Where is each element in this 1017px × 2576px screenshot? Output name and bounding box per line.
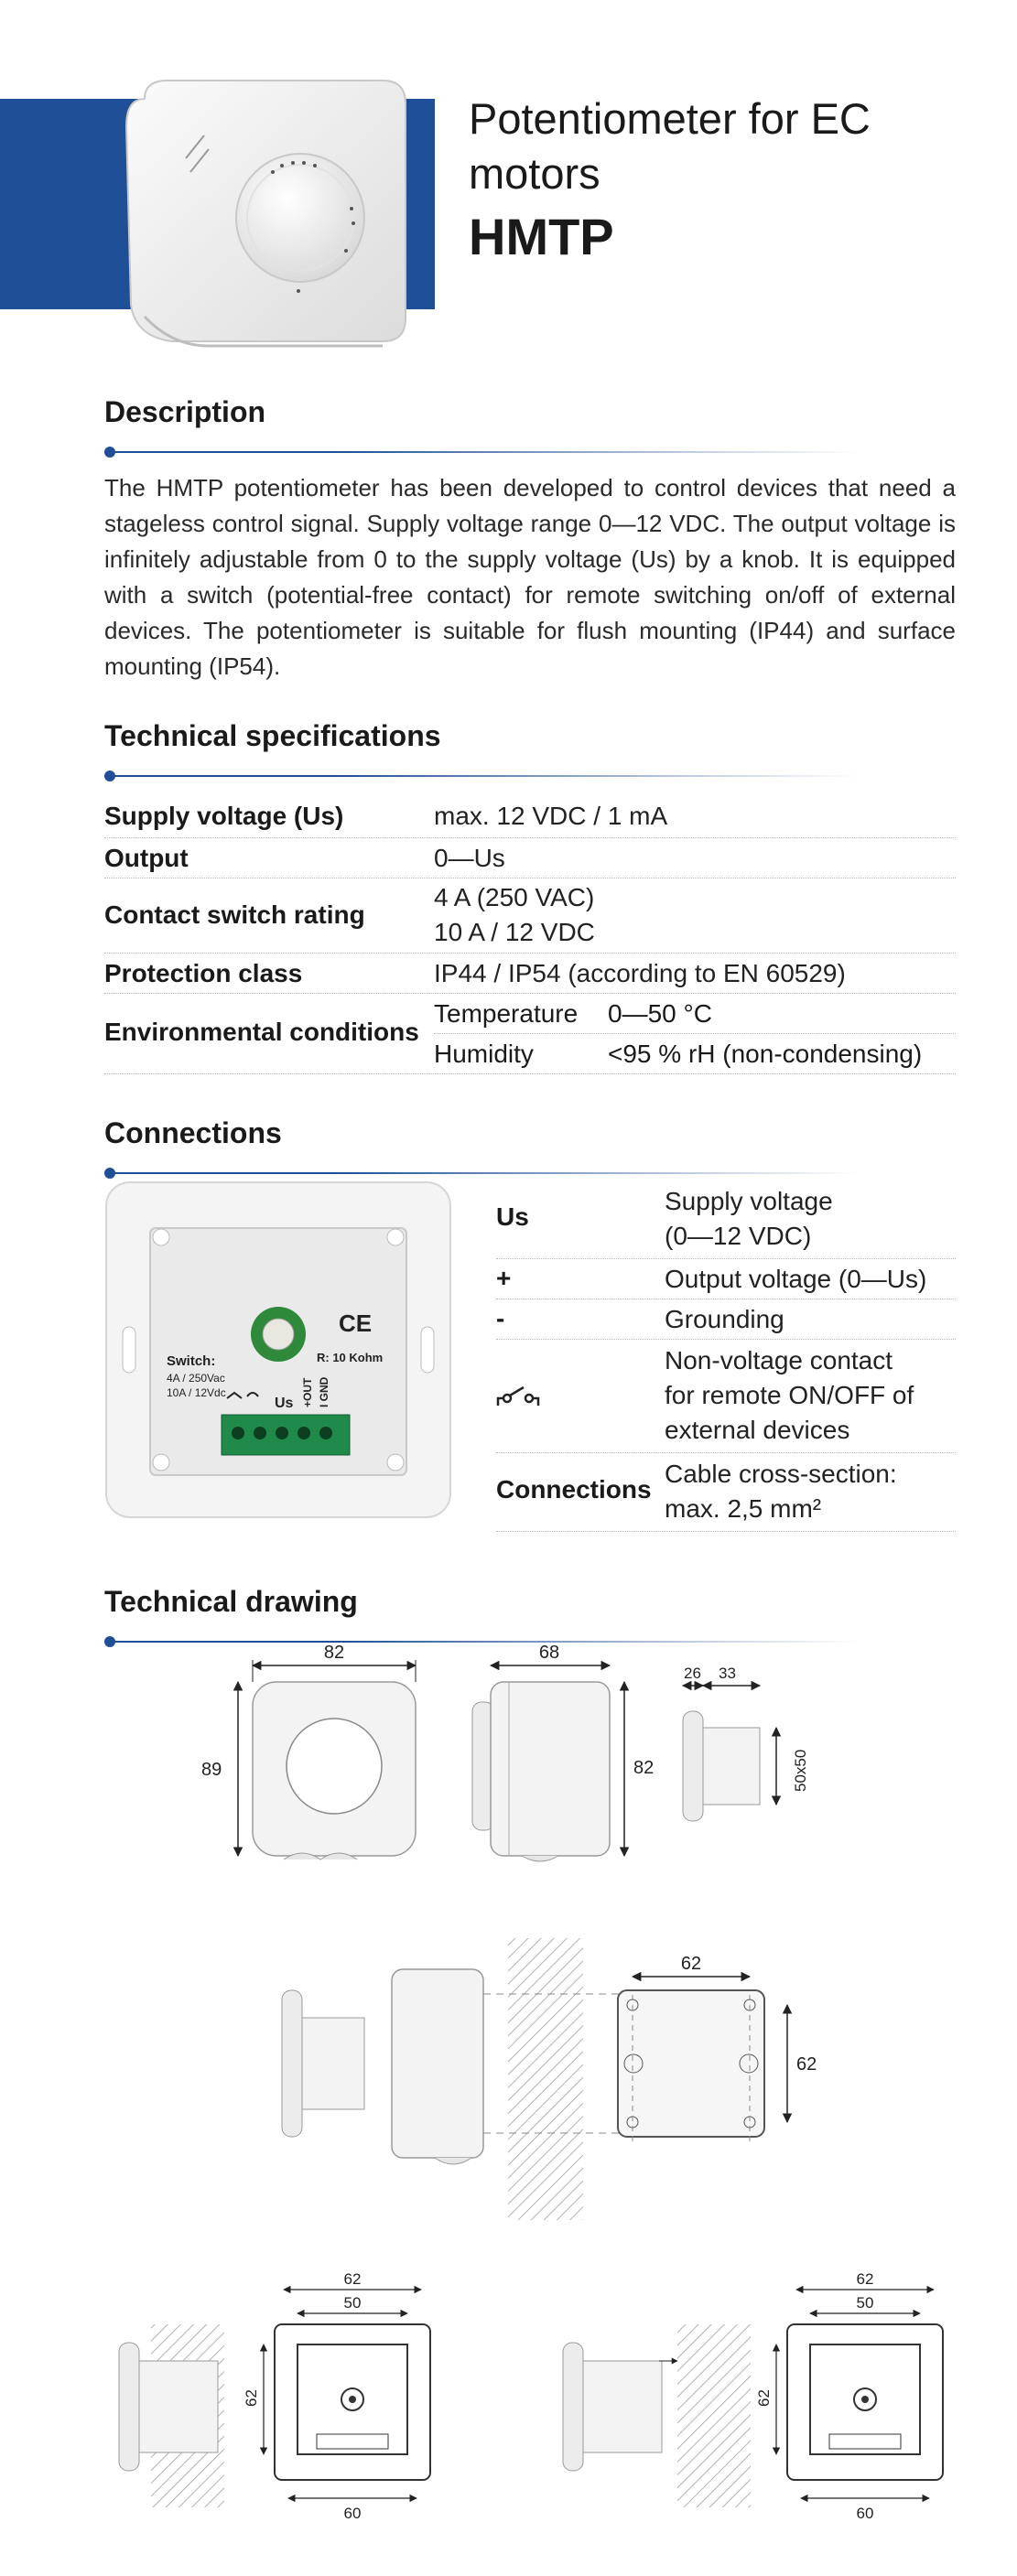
conn-row-us <box>496 1180 956 1259</box>
spec-row-supply <box>104 796 956 838</box>
dim-82: 82 <box>323 1643 345 1663</box>
spec-label: Contact switch rating <box>104 900 365 929</box>
spec-row-output <box>104 838 956 878</box>
conn-row-cable <box>496 1453 956 1532</box>
dim-l50: 50 <box>343 2294 362 2312</box>
front-view <box>201 1643 416 1859</box>
photo-resistance: R: 10 Kohm <box>317 1351 384 1364</box>
spec-row-contact <box>104 878 956 954</box>
connection-photo <box>104 1180 452 1519</box>
spec-label: Supply voltage (Us) <box>104 802 344 830</box>
cable-value-1: Cable cross-section: <box>665 1460 897 1488</box>
dim-r50: 50 <box>856 2294 874 2312</box>
env-temperature <box>434 994 956 1034</box>
switch-value-1: Non-voltage contact <box>665 1346 893 1374</box>
dim-89: 89 <box>201 1760 222 1780</box>
spec-value: IP44 / IP54 (according to EN 60529) <box>434 959 846 987</box>
dim-l60: 60 <box>343 2505 362 2522</box>
description-heading: Description <box>104 395 266 428</box>
conn-label: - <box>496 1304 505 1332</box>
conn-value <box>665 1457 897 1526</box>
dim-l62: 62 <box>343 2270 362 2288</box>
dim-26: 26 <box>684 1665 701 1682</box>
photo-switch-label: Switch: <box>167 1353 216 1369</box>
model-name: HMTP <box>469 208 614 265</box>
conn-row-switch <box>496 1340 956 1453</box>
back-plate <box>618 1954 817 2141</box>
connections-rule <box>104 1168 864 1179</box>
dim-r62: 62 <box>856 2270 874 2288</box>
dim-50x50: 50x50 <box>792 1749 809 1792</box>
cable-value-2: max. 2,5 mm² <box>665 1494 822 1523</box>
ce-mark: CE <box>339 1310 373 1337</box>
conn-value <box>665 1343 914 1448</box>
spec-value: max. 12 VDC / 1 mA <box>434 802 668 830</box>
exploded-view <box>282 1938 622 2220</box>
temp-value: 0—50 °C <box>608 999 712 1028</box>
mounting-left <box>119 2270 430 2522</box>
description-text: The HMTP potentiometer has been developed to control devices that need a stageless control signal. Supply voltage range 0—12 VDC. The output voltage is infinitely adjustable from 0 to the supply voltage (Us) by a knob. It is equipped with a switch (potential-free contact) for remote switching on/off of external devices. The potentiometer is suitable for flush mounting (IP44) and surface mounting (IP54). <box>104 474 956 680</box>
dim-l62v: 62 <box>243 2389 260 2407</box>
spec-row-protection <box>104 954 956 994</box>
title-line-2: motors <box>469 149 600 198</box>
switch-value-3: external devices <box>665 1416 850 1444</box>
humidity-label: Humidity <box>434 1040 534 1068</box>
conn-row-plus <box>496 1259 956 1299</box>
specs-heading: Technical specifications <box>104 719 441 752</box>
technical-drawing <box>73 1629 952 2562</box>
photo-rating-1: 4A / 250Vac <box>167 1372 225 1385</box>
spec-value <box>434 880 595 950</box>
conn-value <box>665 1184 833 1254</box>
specs-rule <box>104 771 864 781</box>
title-line-1: Potentiometer for EC <box>469 94 871 143</box>
contact-value-1: 4 A (250 VAC) <box>434 883 595 911</box>
switch-contact-icon <box>496 1384 547 1407</box>
switch-value-2: for remote ON/OFF of <box>665 1381 914 1409</box>
us-value-1: Supply voltage <box>665 1187 833 1215</box>
dim-62-side: 62 <box>796 2054 817 2075</box>
humidity-value: <95 % rH (non-condensing) <box>608 1040 923 1068</box>
spec-label: Protection class <box>104 959 303 987</box>
conn-label: Us <box>496 1202 529 1231</box>
description-rule <box>104 447 864 458</box>
knob-profile <box>683 1665 809 1821</box>
mounting-right <box>563 2270 943 2522</box>
side-view <box>472 1643 654 1861</box>
spec-value: 0—Us <box>434 844 505 872</box>
env-humidity <box>434 1034 956 1074</box>
dim-r60: 60 <box>856 2505 874 2522</box>
photo-rating-2: 10A / 12Vdc <box>167 1386 226 1399</box>
drawing-heading: Technical drawing <box>104 1585 358 1618</box>
dim-r62v: 62 <box>755 2389 773 2407</box>
temp-label: Temperature <box>434 999 579 1028</box>
photo-us: Us <box>275 1396 294 1411</box>
photo-gnd: I GND <box>318 1376 330 1407</box>
dim-33: 33 <box>719 1665 736 1682</box>
us-value-2: (0—12 VDC) <box>665 1222 812 1250</box>
conn-value: Output voltage (0—Us) <box>665 1265 927 1293</box>
dim-82-side: 82 <box>633 1758 655 1778</box>
conn-row-minus <box>496 1299 956 1340</box>
conn-value: Grounding <box>665 1305 784 1333</box>
product-image <box>117 71 419 355</box>
title-block <box>469 92 981 271</box>
dim-68: 68 <box>538 1643 560 1663</box>
contact-value-2: 10 A / 12 VDC <box>434 918 595 946</box>
dim-62-top: 62 <box>680 1954 702 1974</box>
conn-label: + <box>496 1264 512 1292</box>
conn-label: Connections <box>496 1475 652 1504</box>
spec-label: Environmental conditions <box>104 1018 419 1046</box>
spec-label: Output <box>104 844 189 872</box>
connections-heading: Connections <box>104 1116 282 1149</box>
photo-out: +OUT <box>301 1377 314 1407</box>
